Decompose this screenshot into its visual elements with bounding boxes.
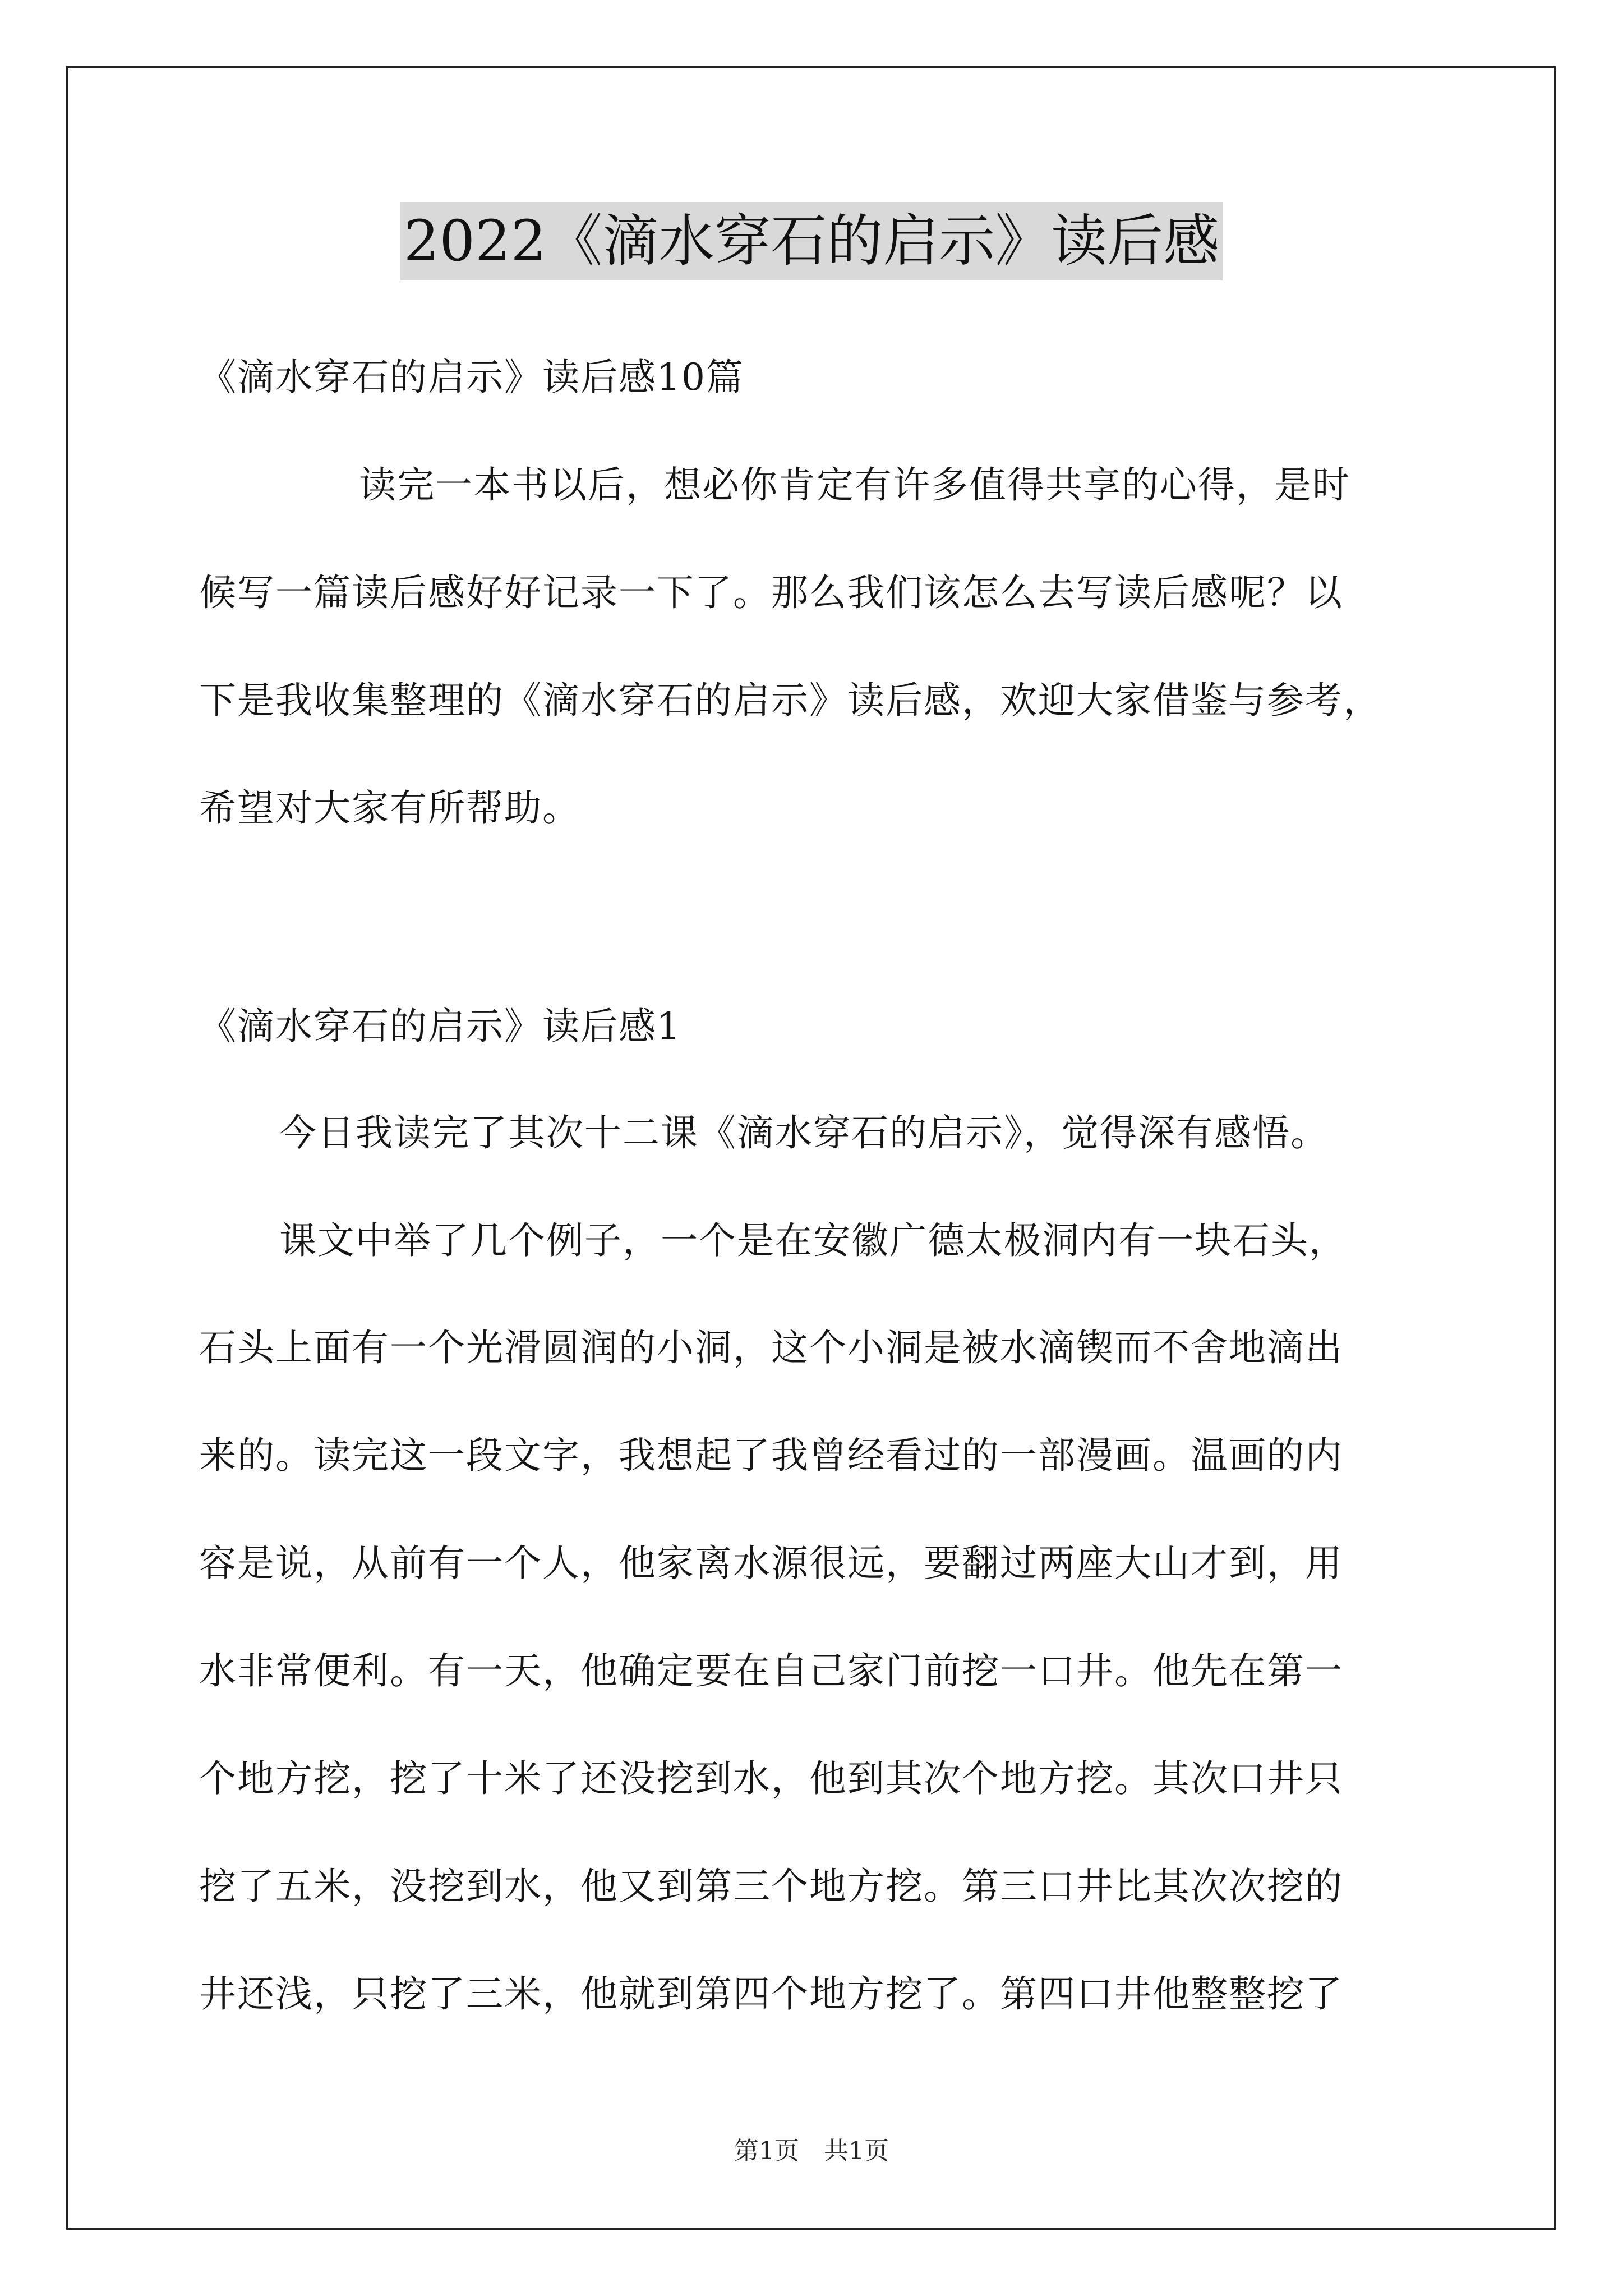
body-line: 个地方挖，挖了十米了还没挖到水，他到其次个地方挖。其次口井只 — [199, 1757, 1343, 1800]
intro-line: 候写一篇读后感好好记录一下了。那么我们该怎么去写读后感呢？以 — [199, 571, 1343, 614]
body-line: 容是说，从前有一个人，他家离水源很远，要翻过两座大山才到，用 — [199, 1542, 1343, 1585]
body-line: 课文中举了几个例子，一个是在安徽广德太极洞内有一块石头， — [279, 1219, 1347, 1262]
body-line: 井还浅，只挖了三米，他就到第四个地方挖了。第四口井他整整挖了 — [199, 1972, 1343, 2016]
body-line: 今日我读完了其次十二课《滴水穿石的启示》，觉得深有感悟。 — [279, 1111, 1329, 1154]
intro-heading: 《滴水穿石的启示》读后感10篇 — [199, 356, 744, 399]
intro-line: 读完一本书以后，想必你肯定有许多值得共享的心得，是时 — [359, 463, 1350, 507]
body-line: 挖了五米，没挖到水，他又到第三个地方挖。第三口井比其次次挖的 — [199, 1865, 1343, 1908]
intro-line: 下是我收集整理的《滴水穿石的启示》读后感，欢迎大家借鉴与参考， — [199, 679, 1381, 722]
document-title: 2022《滴水穿石的启示》读后感 — [400, 202, 1223, 280]
body-line: 水非常便利。有一天，他确定要在自己家门前挖一口井。他先在第一 — [199, 1649, 1343, 1692]
title-container — [0, 202, 1623, 280]
page-footer: 第1页 共1页 — [734, 2137, 889, 2165]
body-line: 来的。读完这一段文字，我想起了我曾经看过的一部漫画。温画的内 — [199, 1434, 1343, 1477]
intro-line: 希望对大家有所帮助。 — [199, 786, 580, 830]
section-heading: 《滴水穿石的启示》读后感1 — [199, 1005, 681, 1048]
body-line: 石头上面有一个光滑圆润的小洞，这个小洞是被水滴锲而不舍地滴出 — [199, 1326, 1343, 1369]
